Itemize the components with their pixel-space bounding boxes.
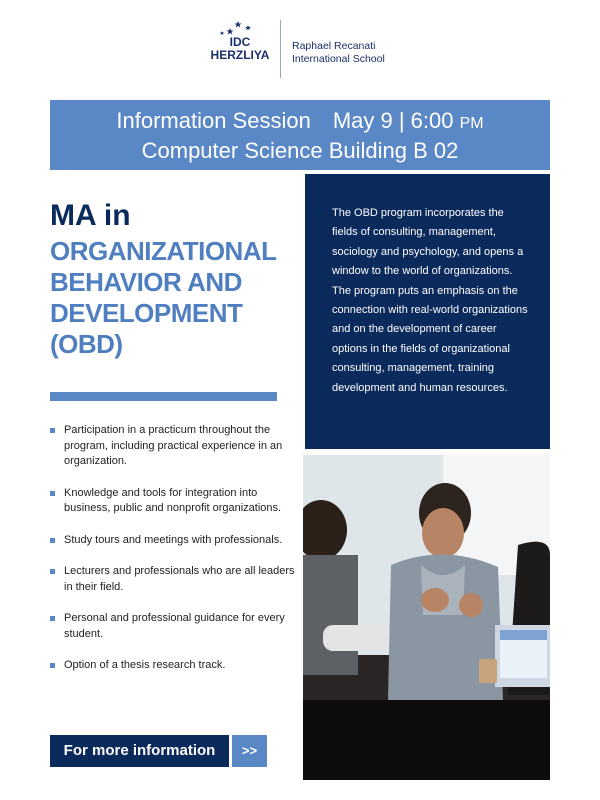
bullet-icon <box>50 538 55 543</box>
double-chevron-right-icon[interactable]: >> <box>232 735 267 767</box>
list-item: Personal and professional guidance for every student. <box>50 611 295 642</box>
program-description: The OBD program incorporates the fields of consulting, management, sociology and psychology, and opens a window to the world of organizations. The program puts an emphasis on the connection with real-world organizations and on the development of career options in the fields of organizational consulting, management, training development and human resources. <box>332 207 528 394</box>
session-label: Information Session <box>116 108 311 133</box>
info-session-banner <box>50 100 550 170</box>
bullet-icon <box>50 569 55 574</box>
bullet-icon <box>50 428 55 433</box>
stars-icon <box>218 18 268 36</box>
bullet-icon <box>50 491 55 496</box>
header-logo <box>0 18 600 80</box>
session-location: Computer Science Building B 02 <box>141 138 459 163</box>
title-underline <box>50 392 277 401</box>
more-info-button[interactable]: For more information <box>50 735 229 767</box>
students-illustration <box>303 455 550 780</box>
list-item: Study tours and meetings with professionals. <box>50 533 295 549</box>
list-item: Lecturers and professionals who are all leaders in their field. <box>50 564 295 595</box>
list-item: Option of a thesis research track. <box>50 658 295 674</box>
list-item: Knowledge and tools for integration into business, public and nonprofit organizations. <box>50 486 295 517</box>
features-list <box>50 423 295 690</box>
students-photo <box>303 455 550 780</box>
bullet-icon <box>50 616 55 621</box>
bullet-icon <box>50 663 55 668</box>
degree-prefix: MA in <box>50 199 131 232</box>
idc-herzliya-logo: IDC HERZLIYA <box>210 35 270 62</box>
school-name: Raphael Recanati International School <box>292 40 385 65</box>
session-ampm: PM <box>459 115 484 132</box>
logo-divider <box>280 20 281 78</box>
session-datetime <box>50 107 550 138</box>
session-date: May 9 | 6:00 <box>332 108 454 133</box>
program-description-box <box>305 174 550 449</box>
list-item: Participation in a practicum throughout the program, including practical experience in an organization. <box>50 423 295 470</box>
program-title: ORGANIZATIONAL BEHAVIOR AND DEVELOPMENT (OBD) <box>50 236 277 359</box>
